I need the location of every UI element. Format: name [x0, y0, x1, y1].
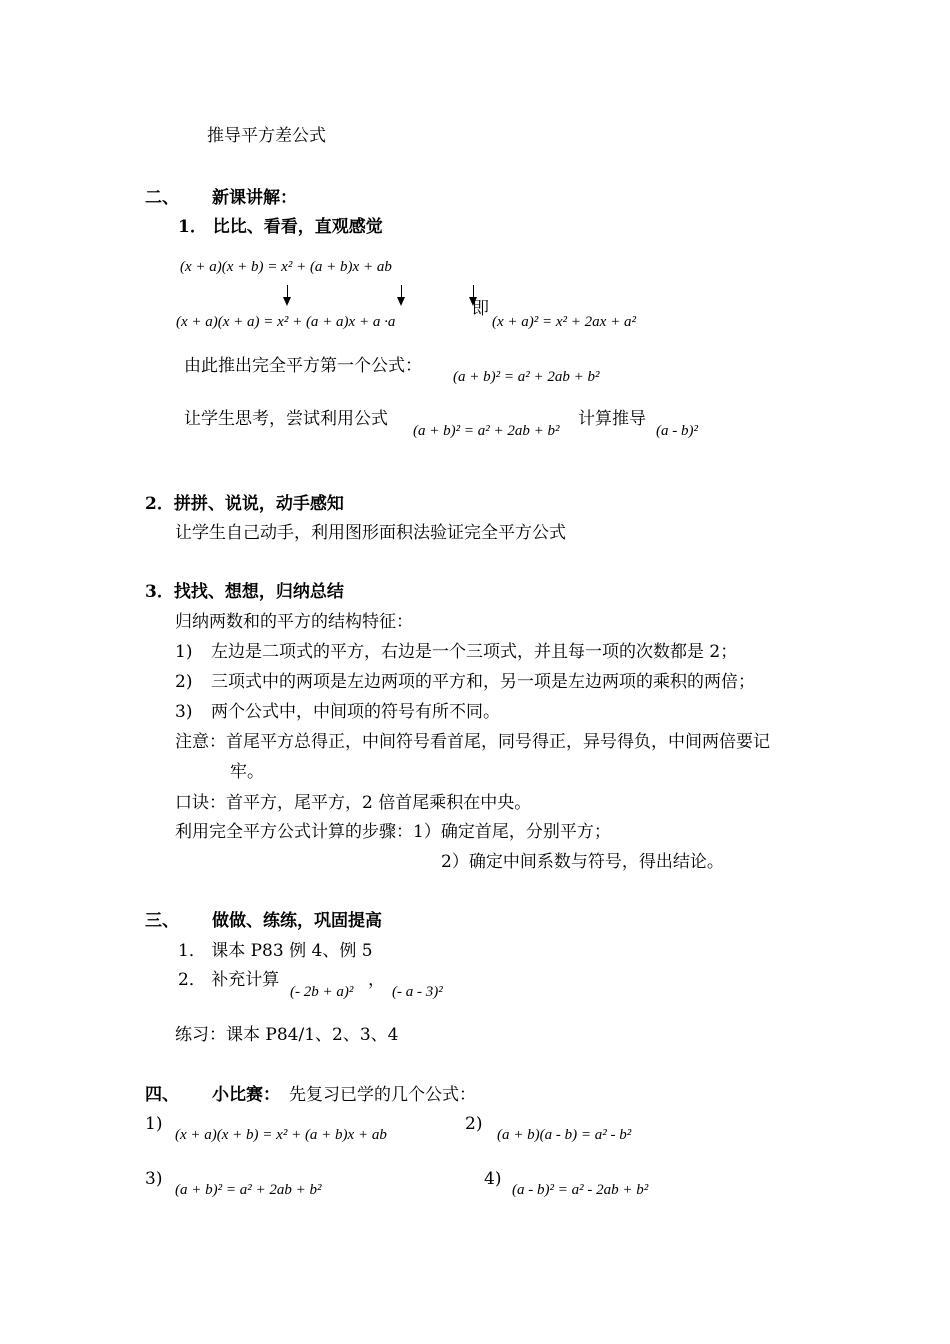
exercise-expression-2: (- a - 3)²: [392, 984, 443, 1000]
list-item: 三项式中的两项是左边两项的平方和，另一项是左边两项的乘积的两倍；: [211, 672, 755, 692]
list-item: 左边是二项式的平方，右边是一个三项式，并且每一项的次数都是 2；: [211, 642, 738, 662]
part-3-title: 3．找找、想想，归纳总结: [145, 582, 344, 602]
formula-1: (x + a)(x + b) = x² + (a + b)x + ab: [175, 1127, 387, 1143]
formula-3: (a + b)² = a² + 2ab + b²: [175, 1182, 322, 1198]
down-arrow-2: [397, 285, 407, 307]
think-equation-2: (a - b)²: [656, 423, 698, 439]
equation-2: (x + a)(x + a) = x² + (a + a)x + a ·a: [176, 314, 396, 330]
intro-line: 推导平方差公式: [207, 126, 326, 146]
practice-line: 练习：课本 P84/1、2、3、4: [175, 1025, 399, 1045]
formula-number: 2): [465, 1114, 483, 1134]
section-3-title: 做做、练练，巩固提高: [212, 911, 382, 931]
part-2-text: 让学生自己动手，利用图形面积法验证完全平方公式: [175, 523, 566, 543]
section-4-title: 小比赛：: [212, 1085, 280, 1105]
derive-text: 由此推出完全平方第一个公式：: [184, 356, 422, 376]
think-text: 让学生思考，尝试利用公式: [184, 409, 388, 429]
think-equation: (a + b)² = a² + 2ab + b²: [413, 423, 560, 439]
exercise-expression-1: (- 2b + a)²: [290, 984, 354, 1000]
steps-line-2: 2）确定中间系数与符号，得出结论。: [441, 852, 724, 872]
part-2-title: 2．拼拼、说说，动手感知: [145, 494, 344, 514]
mnemonic: 口诀：首平方，尾平方，2 倍首尾乘积在中央。: [175, 793, 532, 813]
section-4-title-rest: 先复习已学的几个公式：: [289, 1085, 476, 1105]
equation-3: (x + a)² = x² + 2ax + a²: [492, 314, 636, 330]
part-3-lead: 归纳两数和的平方的结构特征：: [175, 612, 413, 632]
list-item-number: 1): [175, 642, 193, 662]
part-1-title: 1． 比比、看看，直观感觉: [178, 217, 383, 237]
list-item-number: 2): [175, 672, 193, 692]
exercise-item-1: 1． 课本 P83 例 4、例 5: [178, 941, 373, 961]
section-3-number: 三、: [145, 911, 179, 931]
ji-label: 即: [472, 299, 489, 319]
section-2-title: 新课讲解：: [212, 188, 297, 208]
equation-1: (x + a)(x + b) = x² + (a + b)x + ab: [180, 259, 392, 275]
note-line-2: 牢。: [230, 762, 264, 782]
comma: ，: [368, 970, 385, 990]
think-text-2: 计算推导: [578, 409, 646, 429]
derive-equation: (a + b)² = a² + 2ab + b²: [453, 369, 600, 385]
formula-4: (a - b)² = a² - 2ab + b²: [512, 1182, 649, 1198]
section-2-number: 二、: [145, 188, 179, 208]
steps-line-1: 利用完全平方公式计算的步骤：1）确定首尾，分别平方；: [175, 822, 611, 842]
down-arrow-1: [283, 285, 293, 307]
list-item: 两个公式中，中间项的符号有所不同。: [211, 702, 500, 722]
exercise-item-2: 2． 补充计算: [178, 970, 280, 990]
formula-number: 4): [484, 1169, 502, 1189]
section-4-number: 四、: [145, 1085, 179, 1105]
list-item-number: 3): [175, 702, 193, 722]
formula-number: 1): [145, 1114, 163, 1134]
formula-number: 3): [145, 1169, 163, 1189]
formula-2: (a + b)(a - b) = a² - b²: [497, 1127, 632, 1143]
note-line-1: 注意：首尾平方总得正，中间符号看首尾，同号得正，异号得负，中间两倍要记: [175, 732, 770, 752]
